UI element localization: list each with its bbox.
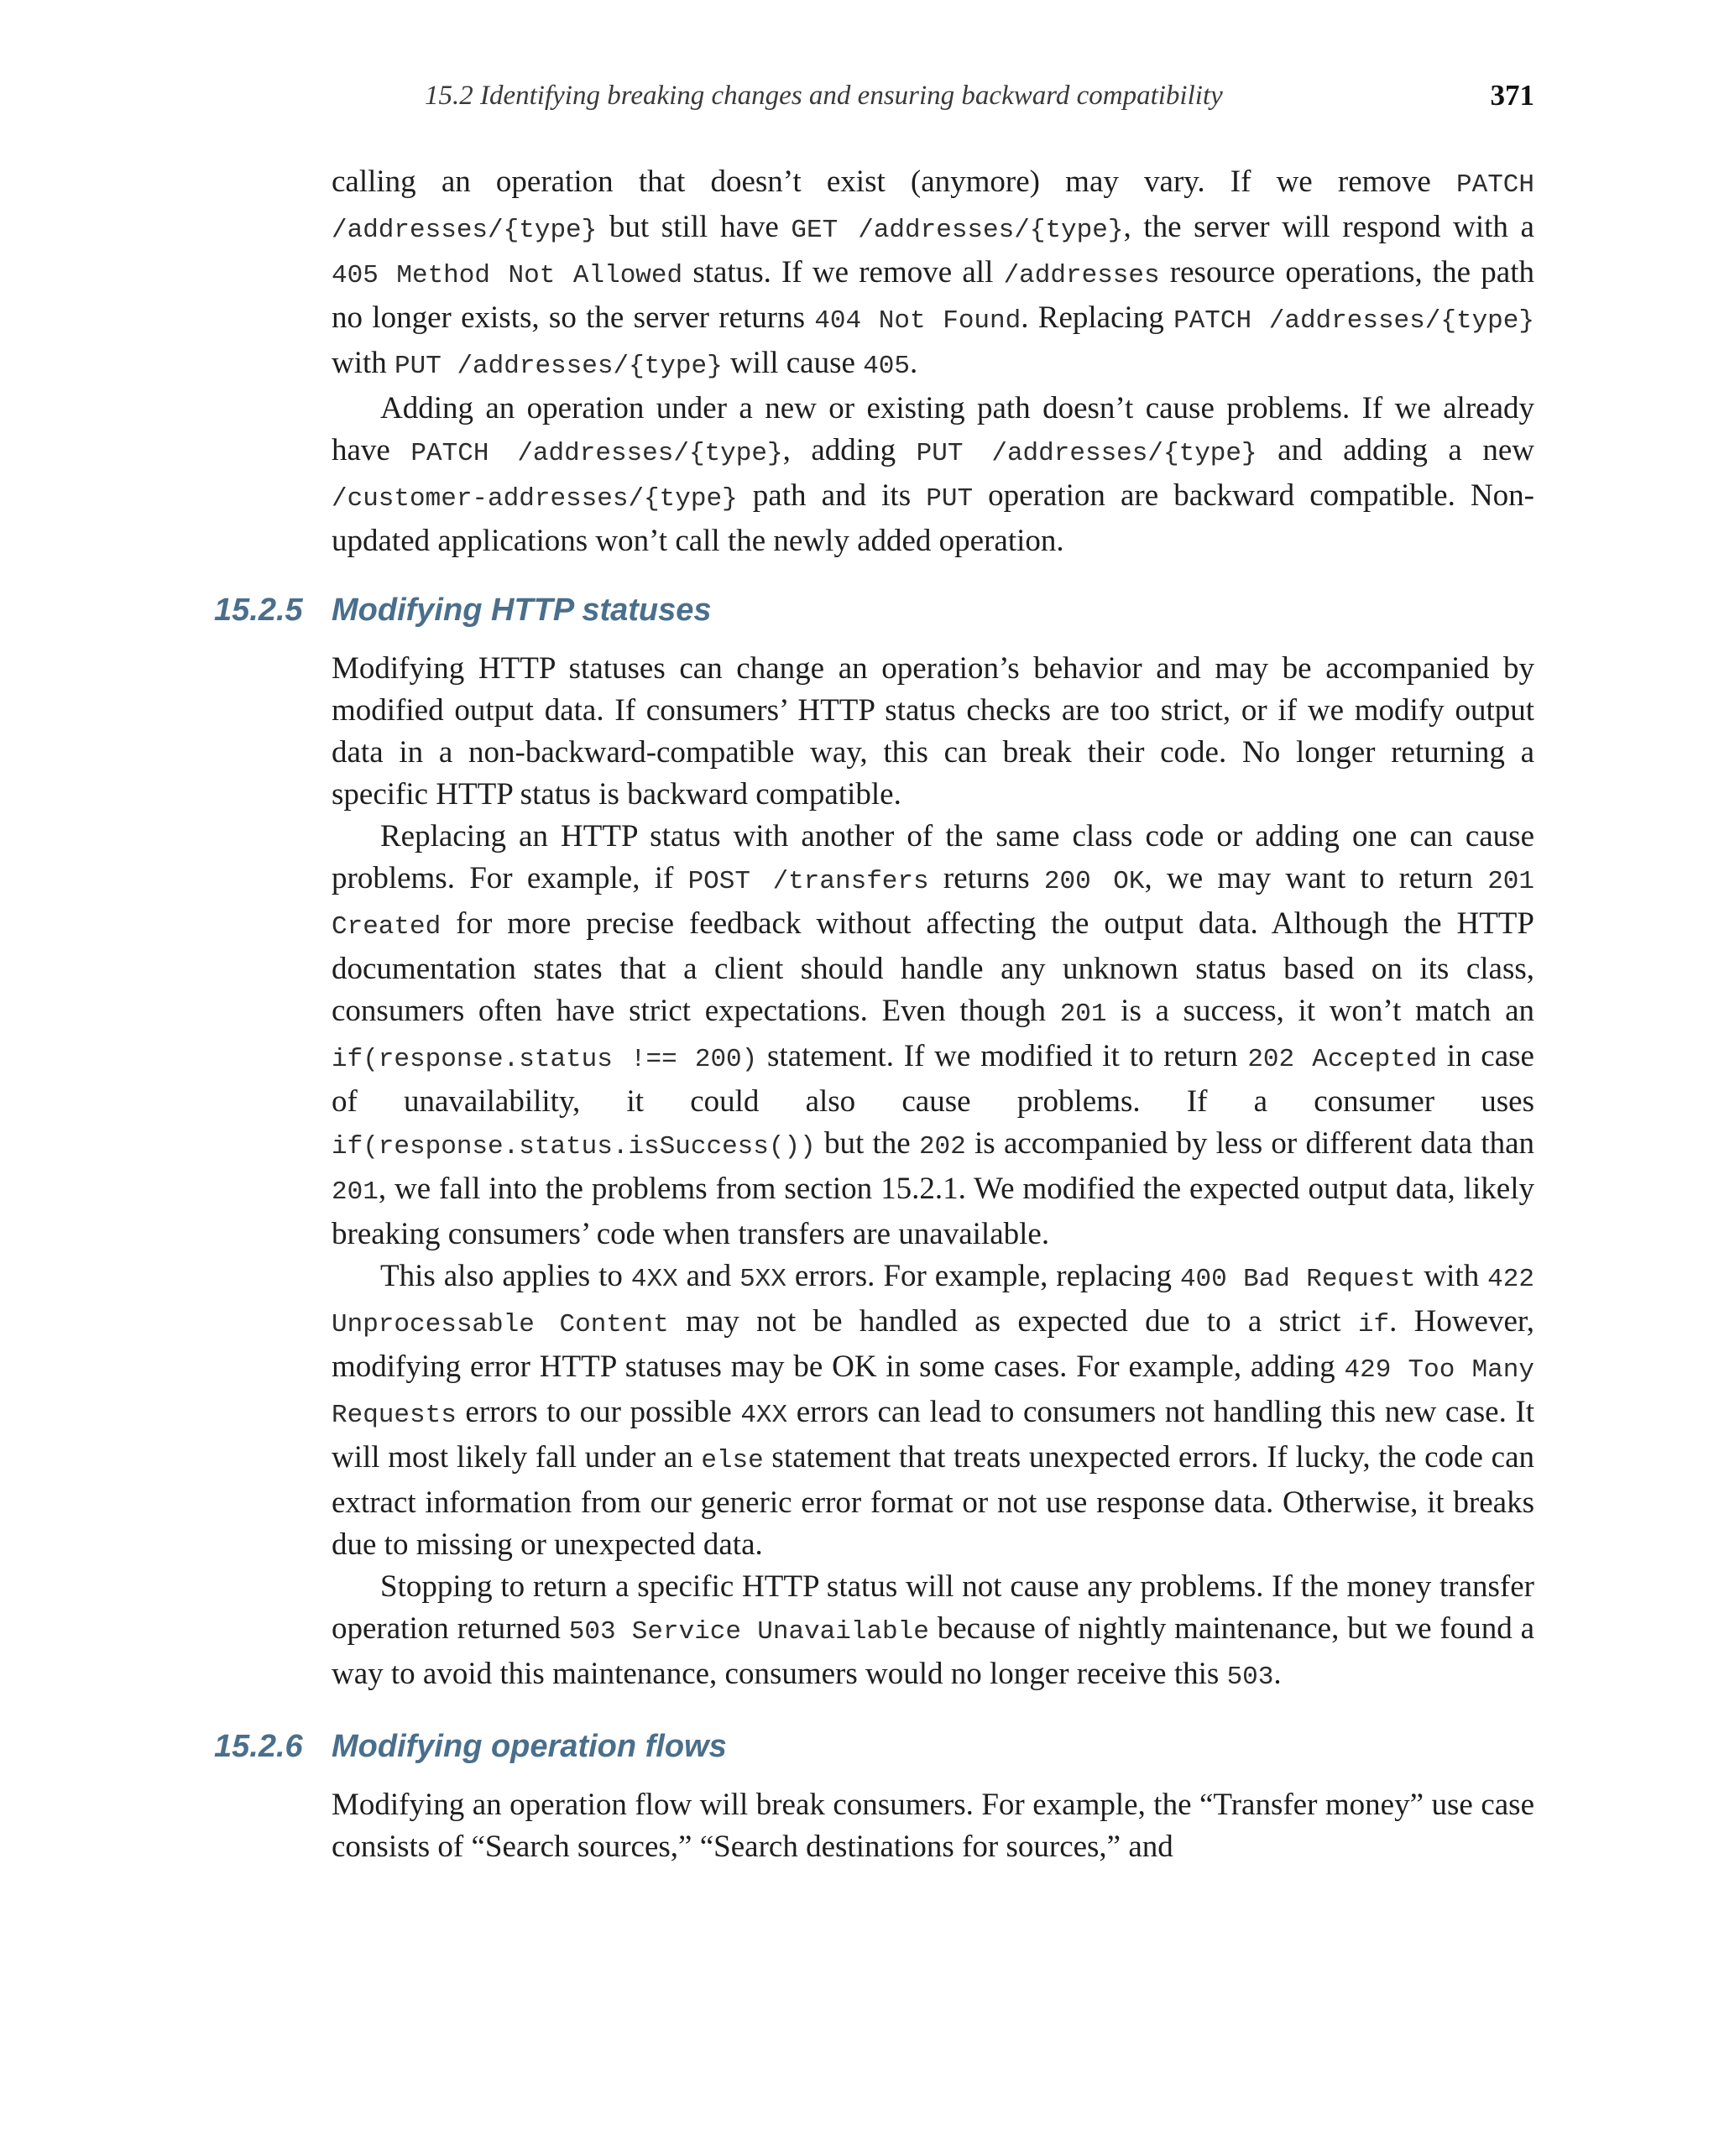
section-heading-http-statuses	[214, 589, 1534, 636]
paragraph-adding-operations: Adding an operation under a new or existing path doesn’t cause problems. If we already have PATCH /addresses/{type}, adding PUT /addresses/{type} and adding a new /customer-addresses/{type} path and its PUT operation are backward compatible. Non-updated applications won’t call the newly added operation.	[332, 391, 1534, 558]
body-text	[214, 161, 1535, 1868]
page-number: 371	[1490, 79, 1534, 112]
section-heading-operation-flows	[214, 1725, 1534, 1772]
section-number: 15.2.6	[214, 1729, 303, 1764]
section-number: 15.2.5	[214, 593, 303, 628]
paragraph-stopping-status: Stopping to return a specific HTTP status will not cause any problems. If the money transfer operation returned 503 Service Unavailable because of nightly maintenance, but we found a way to avoid this maintenance, consumers would no longer receive this 503.	[332, 1569, 1534, 1692]
running-head	[425, 77, 1534, 119]
paragraph-modifying-statuses: Modifying HTTP statuses can change an operation’s behavior and may be accompanied by modified output data. If consumers’ HTTP status checks are too strict, or if we modify output data in a non-backward-compatible way, this can break their code. No longer returning a specific HTTP status is backward compatible.	[332, 651, 1534, 812]
section-title: Modifying operation flows	[332, 1729, 727, 1764]
running-head-title: 15.2 Identifying breaking changes and ensuring backward compatibility	[425, 81, 1223, 111]
paragraph-error-statuses: This also applies to 4XX and 5XX errors. For example, replacing 400 Bad Request with 422 Unprocessable Content may not be handled as expected due to a strict if. However, modifying error HTTP statuses may be OK in some cases. For example, adding 429 Too Many Requests errors to our possible 4XX errors can lead to consumers not handling this new case. It will most likely fall under an else statement that treats unexpected errors. If lucky, the code can extract information from our generic error format or not use response data. Otherwise, it breaks due to missing or unexpected data.	[332, 1259, 1535, 1562]
paragraph-removing-operations: calling an operation that doesn’t exist (anymore) may vary. If we remove PATCH /addresses/{type} but still have GET /addresses/{type}, the server will respond with a 405 Method Not Allowed status. If we remove all /addresses resource operations, the path no longer exists, so the server returns 404 Not Found. Replacing PATCH /addresses/{type} with PUT /addresses/{type} will cause 405.	[332, 164, 1534, 381]
paragraph-operation-flows: Modifying an operation flow will break consumers. For example, the “Transfer money” use case consists of “Search sources,” “Search destinations for sources,” and	[332, 1788, 1534, 1864]
paragraph-replacing-status: Replacing an HTTP status with another of the same class code or adding one can cause problems. For example, if POST /transfers returns 200 OK, we may want to return 201 Created for more precise feedback without affecting the output data. Although the HTTP documentation states that a client should handle any unknown status based on its class, consumers often have strict expectations. Even though 201 is a success, it won’t match an if(response.status !== 200) statement. If we modified it to return 202 Accepted in case of unavailability, it could also cause problems. If a consumer uses if(response.status.isSuccess()) but the 202 is accompanied by less or different data than 201, we fall into the problems from section 15.2.1. We modified the expected output data, likely breaking consumers’ code when transfers are unavailable.	[332, 819, 1535, 1251]
section-title: Modifying HTTP statuses	[332, 593, 712, 628]
